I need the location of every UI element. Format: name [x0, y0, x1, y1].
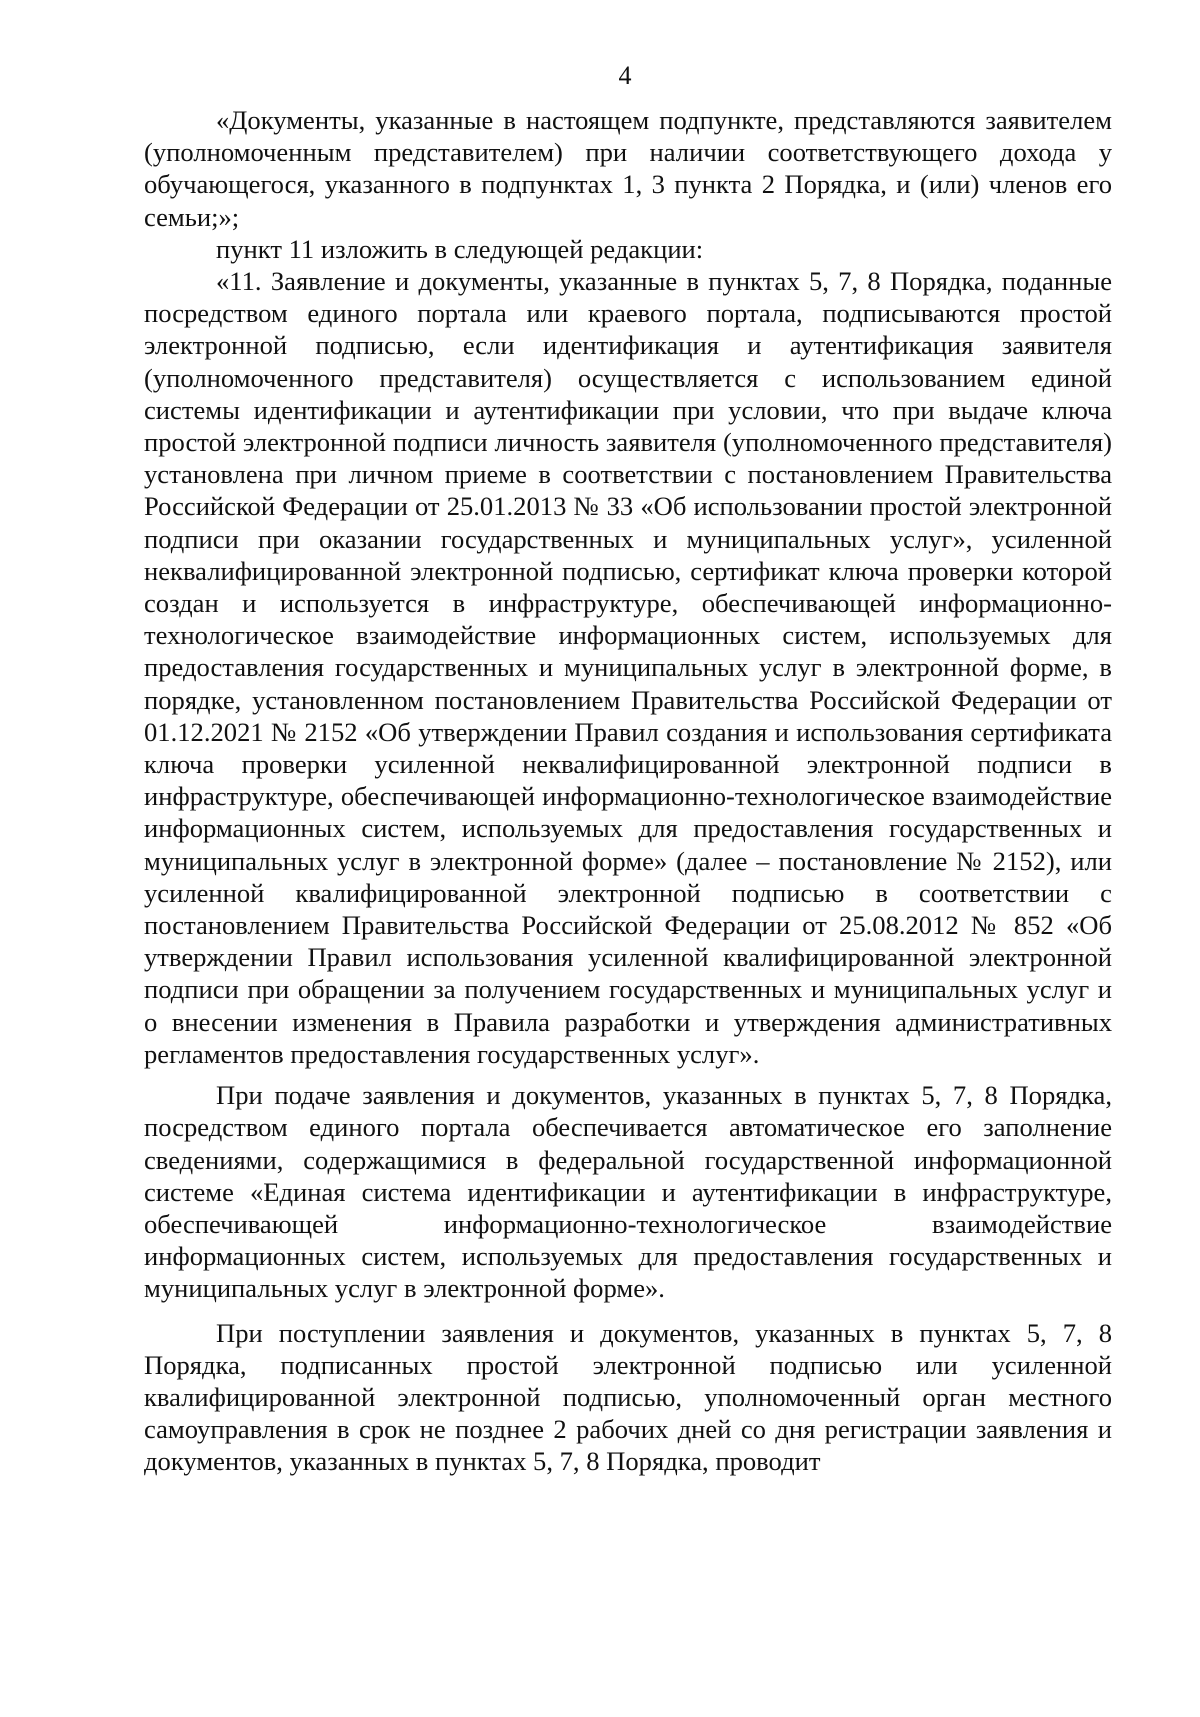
- paragraph-documents-note: «Документы, указанные в настоящем подпункте, представляются заявителем (уполномоченным представителем) при наличии соответствующего дохода у обучающегося, указанного в подпунктах 1, 3 пункта 2 Порядка, и (или) членов его семьи;»;: [144, 105, 1112, 232]
- paragraph-signature-check: При поступлении заявления и документов, указанных в пунктах 5, 7, 8 Порядка, подписанных простой электронной подписью или усиленной квалифицированной электронной подписью, уполномоченный орган местного самоуправления в срок не позднее 2 рабочих дней со дня регистрации заявления и документов, указанных в пунктах 5, 7, 8 Порядка, проводит: [144, 1317, 1112, 1477]
- paragraph-item-11-intro: пункт 11 изложить в следующей редакции:: [216, 233, 704, 264]
- paragraph-item-11: «11. Заявление и документы, указанные в пунктах 5, 7, 8 Порядка, поданные посредством единого портала или краевого портала, подписываются простой электронной подписью, если идентификация и аутентификация заявителя (уполномоченного представителя) осуществляется с использованием единой системы идентификации и аутентификации при условии, что при выдаче ключа простой электронной подписи личность заявителя (уполномоченного представителя) установлена при личном приеме в соответствии с постановлением Правительства Российской Федерации от 25.01.2013 № 33 «Об использовании простой электронной подписи при оказании государственных и муниципальных услуг», усиленной неквалифицированной электронной подписью, сертификат ключа проверки которой создан и используется в инфраструктуре, обеспечивающей информационно-технологическое взаимодействие информационных систем, используемых для предоставления государственных и муниципальных услуг в электронной форме, в порядке, установленном постановлением Правительства Российской Федерации от 01.12.2021 № 2152 «Об утверждении Правил создания и использования сертификата ключа проверки усиленной неквалифицированной электронной подписи в инфраструктуре, обеспечивающей информационно-технологическое взаимодействие информационных систем, используемых для предоставления государственных и муниципальных услуг в электронной форме» (далее – постановление № 2152), или усиленной квалифицированной электронной подписью в соответствии с постановлением Правительства Российской Федерации от 25.08.2012 № 852 «Об утверждении Правил использования усиленной квалифицированной электронной подписи при обращении за получением государственных и муниципальных услуг и о внесении изменения в Правила разработки и утверждения административных регламентов предоставления государственных услуг».: [144, 266, 1112, 1069]
- document-body: [144, 104, 1112, 1478]
- paragraph-portal-submission: При подаче заявления и документов, указанных в пунктах 5, 7, 8 Порядка, посредством единого портала обеспечивается автоматическое его заполнение сведениями, содержащимися в федеральной государственной информационной системе «Единая система идентификации и аутентификации в инфраструктуре, обеспечивающей информационно-технологическое взаимодействие информационных систем, используемых для предоставления государственных и муниципальных услуг в электронной форме».: [144, 1080, 1112, 1304]
- page-number: 4: [618, 61, 632, 90]
